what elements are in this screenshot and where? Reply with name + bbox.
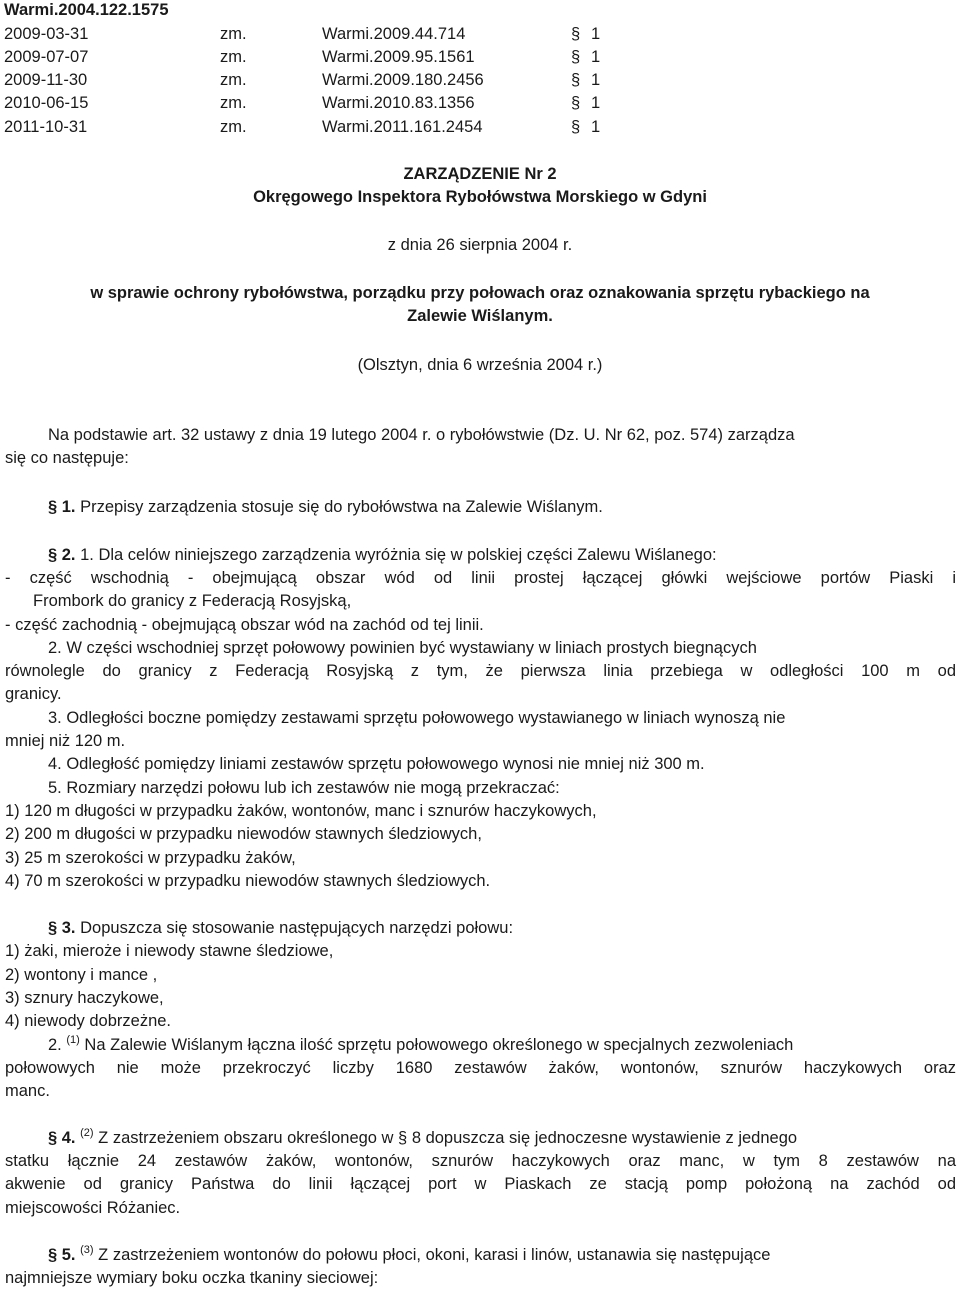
doc-authority: Okręgowego Inspektora Rybołówstwa Morskiego w Gdyni (253, 188, 707, 206)
section-4 (48, 1127, 797, 1149)
list-item: 2) 200 m długości w przypadku niewodów stawnych śledziowych, (5, 825, 482, 843)
section-sign: § (571, 118, 581, 136)
paragraph-line: akwenie od granicy Państwa do linii łączącej port w Piaskach ze stacją pomp położoną na zachód od (5, 1175, 956, 1193)
paragraph-line: równolegle do granicy z Federacją Rosyjską z tym, że pierwsza linia przebiega w odległości 100 m od (5, 662, 956, 680)
footnote-ref: (2) (80, 1127, 94, 1139)
paragraph-line: granicy. (5, 685, 62, 703)
amendment-num: 1 (591, 71, 601, 89)
list-item: 4) niewody dobrzeżne. (5, 1012, 172, 1030)
amendment-ref: Warmi.2010.83.1356 (322, 94, 475, 112)
amendment-op: zm. (220, 48, 247, 66)
doc-title: ZARZĄDZENIE Nr 2 (403, 165, 557, 183)
amendment-op: zm. (220, 118, 247, 136)
section-number: § 3. (48, 919, 76, 937)
amendment-op: zm. (220, 94, 247, 112)
amendment-ref: Warmi.2011.161.2454 (322, 118, 483, 136)
paragraph-line (48, 1034, 793, 1056)
paragraph-line: manc. (5, 1082, 50, 1100)
list-item: 1) 120 m długości w przypadku żaków, wontonów, manc i sznurów haczykowych, (5, 802, 597, 820)
amendment-ref: Warmi.2009.180.2456 (322, 71, 484, 89)
section-text: Z zastrzeżeniem obszaru określonego w § 8 dopuszcza się jednoczesne wystawienie z jednego (98, 1129, 798, 1147)
paragraph-line: najmniejsze wymiary boku oczka tkaniny sieciowej: (5, 1269, 379, 1287)
amendment-date: 2011-10-31 (4, 118, 88, 136)
doc-place: (Olsztyn, dnia 6 września 2004 r.) (357, 356, 603, 374)
amendment-date: 2009-07-07 (4, 48, 89, 66)
section-1 (48, 496, 603, 518)
amendment-num: 1 (591, 48, 601, 66)
list-item: 1) żaki, mierоże i niewody stawne śledziowe, (5, 942, 334, 960)
legal-basis: Na podstawie art. 32 ustawy z dnia 19 lutego 2004 r. o rybołówstwie (Dz. U. Nr 62, poz. 574) zarządza (48, 426, 795, 444)
paragraph-line: 2. W części wschodniej sprzęt połowowy powinien być wystawiany w liniach prostych biegnących (48, 639, 757, 657)
doc-subject-cont: Zalewie Wiślanym. (407, 307, 553, 325)
paragraph-line: 3. Odległości boczne pomiędzy zestawami sprzętu połowowego wystawianego w liniach wynoszą nie (48, 709, 786, 727)
paragraph-line: Frombork do granicy z Federacją Rosyjską, (33, 592, 352, 610)
section-text: 1. Dla celów niniejszego zarządzenia wyróżnia się w polskiej części Zalewu Wiślanego: (80, 546, 717, 564)
list-item: 4) 70 m szerokości w przypadku niewodów stawnych śledziowych. (5, 872, 491, 890)
paragraph-line: 5. Rozmiary narzędzi połowu lub ich zestawów nie mogą przekraczać: (48, 779, 560, 797)
paragraph-line: statku łącznie 24 zestawów żaków, wontonów, sznurów haczykowych oraz manc, w tym 8 zestawów na (5, 1152, 956, 1170)
section-text: Z zastrzeżeniem wontonów do połowu płoci, okoni, karasi i linów, ustanawia się następujące (98, 1246, 771, 1264)
section-2 (48, 544, 717, 566)
amendment-num: 1 (591, 94, 601, 112)
section-sign: § (571, 48, 581, 66)
paragraph-line: 4. Odległość pomiędzy liniami zestawów sprzętu połowowego wynosi nie mniej niż 300 m. (48, 755, 705, 773)
section-number: § 4. (48, 1129, 76, 1147)
footnote-ref: (1) (66, 1034, 80, 1046)
amendment-op: zm. (220, 25, 247, 43)
paragraph-line: miejscowości Różaniec. (5, 1199, 181, 1217)
section-number: § 1. (48, 498, 76, 516)
list-item: 3) 25 m szerokości w przypadku żaków, (5, 849, 296, 867)
paragraph-line: - część zachodnią - obejmującą obszar wód na zachód od tej linii. (5, 616, 484, 634)
footnote-ref: (3) (80, 1244, 94, 1256)
paragraph-line: - część wschodnią - obejmującą obszar wód od linii prostej łączącej główki wejściowe portów Piaski i (5, 569, 956, 587)
amendment-date: 2009-11-30 (4, 71, 88, 89)
section-sign: § (571, 71, 581, 89)
section-text: Przepisy zarządzenia stosuje się do rybołówstwa na Zalewie Wiślanym. (80, 498, 603, 516)
doc-date: z dnia 26 sierpnia 2004 r. (387, 236, 573, 254)
section-3 (48, 917, 513, 939)
amendment-ref: Warmi.2009.44.714 (322, 25, 466, 43)
amendment-date: 2009-03-31 (4, 25, 89, 43)
section-number: § 2. (48, 546, 76, 564)
section-sign: § (571, 25, 581, 43)
paragraph-number: 2. (48, 1036, 62, 1054)
amendment-num: 1 (591, 25, 601, 43)
amendment-date: 2010-06-15 (4, 94, 89, 112)
amendment-ref: Warmi.2009.95.1561 (322, 48, 475, 66)
document-id: Warmi.2004.122.1575 (4, 1, 169, 19)
list-item: 3) sznury haczykowe, (5, 989, 164, 1007)
section-text: Dopuszcza się stosowanie następujących narzędzi połowu: (80, 919, 514, 937)
amendment-op: zm. (220, 71, 247, 89)
section-number: § 5. (48, 1246, 76, 1264)
doc-subject: w sprawie ochrony rybołówstwa, porządku przy połowach oraz oznakowania sprzętu rybackiego na (90, 284, 870, 302)
legal-basis-cont: się co następuje: (5, 449, 129, 467)
amendment-num: 1 (591, 118, 601, 136)
section-sign: § (571, 94, 581, 112)
section-5 (48, 1244, 770, 1266)
paragraph-line: mniej niż 120 m. (5, 732, 126, 750)
list-item: 2) wontony i mance , (5, 966, 158, 984)
paragraph-line: połowowych nie może przekroczyć liczby 1680 zestawów żaków, wontonów, sznurów haczykowych oraz (5, 1059, 956, 1077)
paragraph-text: Na Zalewie Wiślanym łączna ilość sprzętu połowowego określonego w specjalnych zezwoleniach (84, 1036, 794, 1054)
